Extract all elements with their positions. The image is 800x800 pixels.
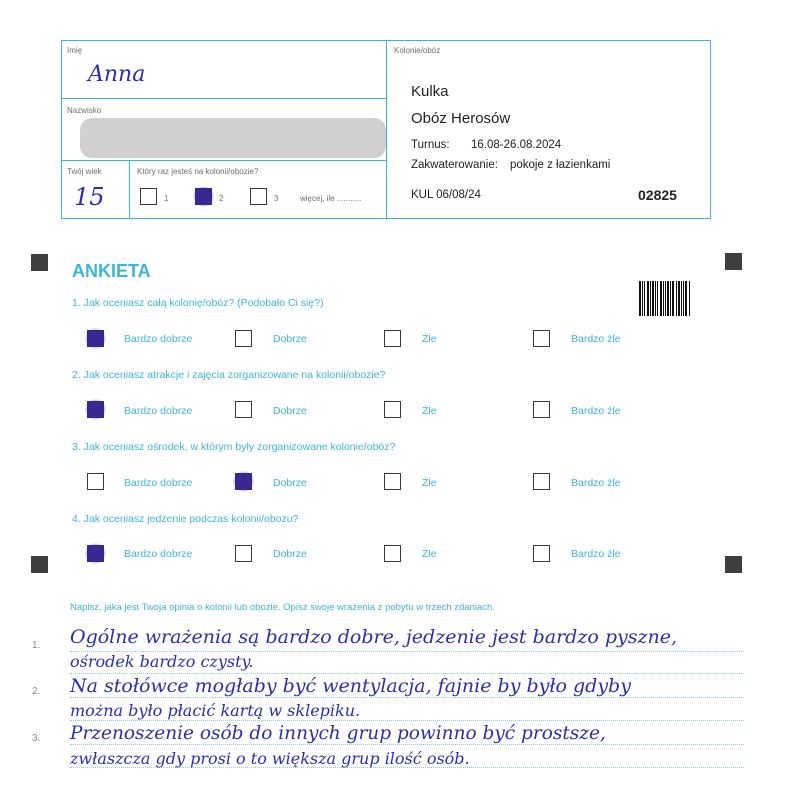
times-checkbox-3[interactable] <box>250 188 267 205</box>
times-checkbox-2[interactable] <box>195 188 212 205</box>
q2-option-zle[interactable] <box>384 401 401 418</box>
opinion-line-4: można było płacić kartą w sklepiku. <box>70 701 361 720</box>
question-1: 1. Jak oceniasz całą kolonię/obóz? (Podobało Ci się?) <box>72 297 324 309</box>
q4-label-bardzo-zle: Bardzo źle <box>571 548 621 560</box>
name-row-line <box>61 98 386 99</box>
q1-label-bardzo-zle: Bardzo źle <box>571 333 621 345</box>
q3-option-dobrze[interactable] <box>235 473 252 490</box>
times-option-more: więcej, ile ........... <box>300 194 362 203</box>
camp-label: Kolonie/obóz <box>394 46 441 55</box>
q1-label-zle: Źle <box>422 333 437 345</box>
q4-label-bardzo-dobrze: Bardzo dobrze <box>124 548 193 560</box>
header-divider <box>386 40 387 219</box>
line-number-1: 1. <box>32 640 41 651</box>
question-2: 2. Jak oceniasz atrakcje i zajęcia zorganizowane na kolonii/obozie? <box>72 369 386 381</box>
line-number-2: 2. <box>32 686 41 697</box>
q1-label-bardzo-dobrze: Bardzo dobrze <box>124 333 193 345</box>
corner-marker-bottom-left <box>31 556 48 573</box>
q3-option-bardzo-dobrze[interactable] <box>87 473 104 490</box>
accommodation-label: Zakwaterowanie: <box>411 159 498 171</box>
times-option-1: 1 <box>164 194 169 203</box>
camp-name: Kulka <box>411 83 449 100</box>
q3-label-dobrze: Dobrze <box>273 477 307 489</box>
age-label: Twój wiek <box>67 167 102 176</box>
q4-option-dobrze[interactable] <box>235 545 252 562</box>
age-divider <box>129 160 130 219</box>
name-value: Anna <box>88 62 146 87</box>
writing-line-5 <box>70 744 744 745</box>
survey-title: ANKIETA <box>72 261 151 281</box>
q1-option-bardzo-zle[interactable] <box>533 330 550 347</box>
q1-label-dobrze: Dobrze <box>273 333 307 345</box>
q4-label-dobrze: Dobrze <box>273 548 307 560</box>
q3-label-bardzo-zle: Bardzo źle <box>571 477 621 489</box>
surname-redaction <box>80 118 386 158</box>
q2-option-bardzo-dobrze[interactable] <box>87 401 104 418</box>
turnus-value: 16.08-26.08.2024 <box>471 139 562 151</box>
corner-marker-bottom-right <box>725 556 742 573</box>
barcode <box>639 281 691 316</box>
writing-line-4 <box>70 720 744 721</box>
q4-option-bardzo-dobrze[interactable] <box>87 545 104 562</box>
q4-option-zle[interactable] <box>384 545 401 562</box>
surname-label: Nazwisko <box>67 106 102 115</box>
q3-option-bardzo-zle[interactable] <box>533 473 550 490</box>
q4-option-bardzo-zle[interactable] <box>533 545 550 562</box>
line-number-3: 3. <box>32 733 41 744</box>
corner-marker-top-left <box>31 254 48 271</box>
q2-option-bardzo-zle[interactable] <box>533 401 550 418</box>
q3-label-zle: Źle <box>422 477 437 489</box>
opinion-prompt: Napisz, jaka jest Twoja opinia o kolonii lub obozie. Opisz swoje wrażenia z pobytu w trzech zdaniach. <box>70 602 495 613</box>
q2-label-zle: Źle <box>422 405 437 417</box>
times-checkbox-1[interactable] <box>140 188 157 205</box>
turnus-label: Turnus: <box>411 139 450 151</box>
corner-marker-top-right <box>725 253 742 270</box>
writing-line-2 <box>70 673 744 674</box>
opinion-line-2: ośrodek bardzo czysty. <box>70 652 254 671</box>
age-value: 15 <box>74 183 105 211</box>
q2-label-dobrze: Dobrze <box>273 405 307 417</box>
q1-option-dobrze[interactable] <box>235 330 252 347</box>
question-3: 3. Jak oceniasz ośrodek, w którym były zorganizowane kolonie/obóz? <box>72 441 396 453</box>
q1-option-zle[interactable] <box>384 330 401 347</box>
times-option-2: 2 <box>219 194 224 203</box>
q2-label-bardzo-zle: Bardzo źle <box>571 405 621 417</box>
form-code: KUL 06/08/24 <box>411 189 481 201</box>
times-option-3: 3 <box>274 194 279 203</box>
q3-option-zle[interactable] <box>384 473 401 490</box>
q3-label-bardzo-dobrze: Bardzo dobrze <box>124 477 193 489</box>
opinion-line-5: Przenoszenie osób do innych grup powinno być prostsze, <box>70 723 606 744</box>
form-number: 02825 <box>638 187 677 203</box>
writing-line-3 <box>70 697 744 698</box>
opinion-line-1: Ogólne wrażenia są bardzo dobre, jedzenie jest bardzo pyszne, <box>70 626 678 648</box>
q4-label-zle: Źle <box>422 548 437 560</box>
opinion-line-3: Na stołówce mogłaby być wentylacja, fajnie by było gdyby <box>70 675 631 697</box>
q2-option-dobrze[interactable] <box>235 401 252 418</box>
surname-row-line <box>61 160 386 161</box>
q2-label-bardzo-dobrze: Bardzo dobrze <box>124 405 193 417</box>
question-4: 4. Jak oceniasz jedzenie podczas kolonii/obozu? <box>72 513 299 525</box>
camp-title: Obóz Herosów <box>411 110 511 127</box>
opinion-line-6: zwłaszcza gdy prosi o to większa grup ilość osób. <box>70 749 470 768</box>
q1-option-bardzo-dobrze[interactable] <box>87 330 104 347</box>
times-label: Który raz jesteś na kolonii/obozie? <box>137 167 259 176</box>
accommodation-value: pokoje z łazienkami <box>510 159 611 171</box>
name-label: Imię <box>67 46 83 55</box>
